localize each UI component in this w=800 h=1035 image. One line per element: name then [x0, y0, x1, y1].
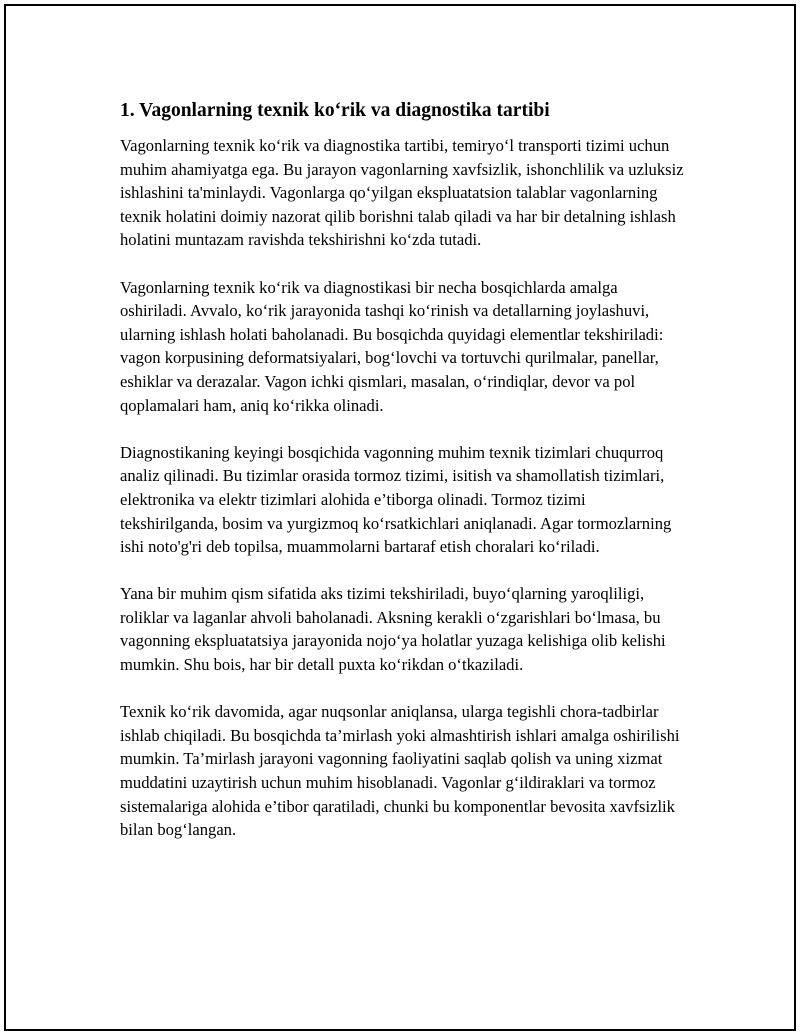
paragraph-5: Texnik ko‘rik davomida, agar nuqsonlar aniqlansa, ularga tegishli chora-tadbirlar ishlab chiqiladi. Bu bosqichda ta’mirlash yoki almashtirish ishlari amalga oshirilishi mumkin. Ta’mirlash jarayoni vagonning faoliyatini saqlab qolish va uning xizmat muddatini uzaytirish uchun muhim hisoblanadi. Vagonlar g‘ildiraklari va tormoz sistemalariga alohida e’tibor qaratiladi, chunki bu komponentlar bevosita xavfsizlik bilan bog‘langan.	[120, 702, 680, 840]
paragraph-1: Vagonlarning texnik ko‘rik va diagnostika tartibi, temiryo‘l transporti tizimi uchun muhim ahamiyatga ega. Bu jarayon vagonlarning xavfsizlik, ishonchlilik va uzluksiz ishlashini ta'minlaydi. Vagonlarga qo‘yilgan ekspluatatsion talablar vagonlarning texnik holatini doimiy nazorat qilib borishni talab qiladi va har bir detalning ishlash holatini muntazam ravishda tekshirishni ko‘zda tutadi.	[120, 136, 684, 250]
document-page	[4, 4, 796, 1031]
document-body	[120, 98, 686, 865]
paragraph-4: Yana bir muhim qism sifatida aks tizimi tekshiriladi, buyo‘qlarning yaroqliligi, roliklar va laganlar ahvoli baholanadi. Aksning kerakli o‘zgarishlari bo‘lmasa, bu vagonning ekspluatatsiya jarayonida nojo‘ya holatlar yuzaga kelishiga olib kelishi mumkin. Shu bois, har bir detall puxta ko‘rikdan o‘tkaziladi.	[120, 584, 666, 675]
document-title: 1. Vagonlarning texnik ko‘rik va diagnostika tartibi	[120, 100, 550, 121]
paragraph-2: Vagonlarning texnik ko‘rik va diagnostikasi bir necha bosqichlarda amalga oshiriladi. Avvalo, ko‘rik jarayonida tashqi ko‘rinish va detallarning joylashuvi, ularning ishlash holati baholanadi. Bu bosqichda quyidagi elementlar tekshiriladi: vagon korpusining deformatsiyalari, bog‘lovchi va tortuvchi qurilmalar, panellar, eshiklar va derazalar. Vagon ichki qismlari, masalan, o‘rindiqlar, devor va pol qoplamalari ham, aniq ko‘rikka olinadi.	[120, 277, 664, 415]
paragraph-3: Diagnostikaning keyingi bosqichida vagonning muhim texnik tizimlari chuqurroq analiz qilinadi. Bu tizimlar orasida tormoz tizimi, isitish va shamollatish tizimlari, elektronika va elektr tizimlari alohida e’tiborga olinadi. Tormoz tizimi tekshirilganda, bosim va yurgizmoq ko‘rsatkichlari aniqlanadi. Agar tormozlarning ishi noto'g'ri deb topilsa, muammolarni bartaraf etish choralari ko‘riladi.	[120, 442, 672, 557]
